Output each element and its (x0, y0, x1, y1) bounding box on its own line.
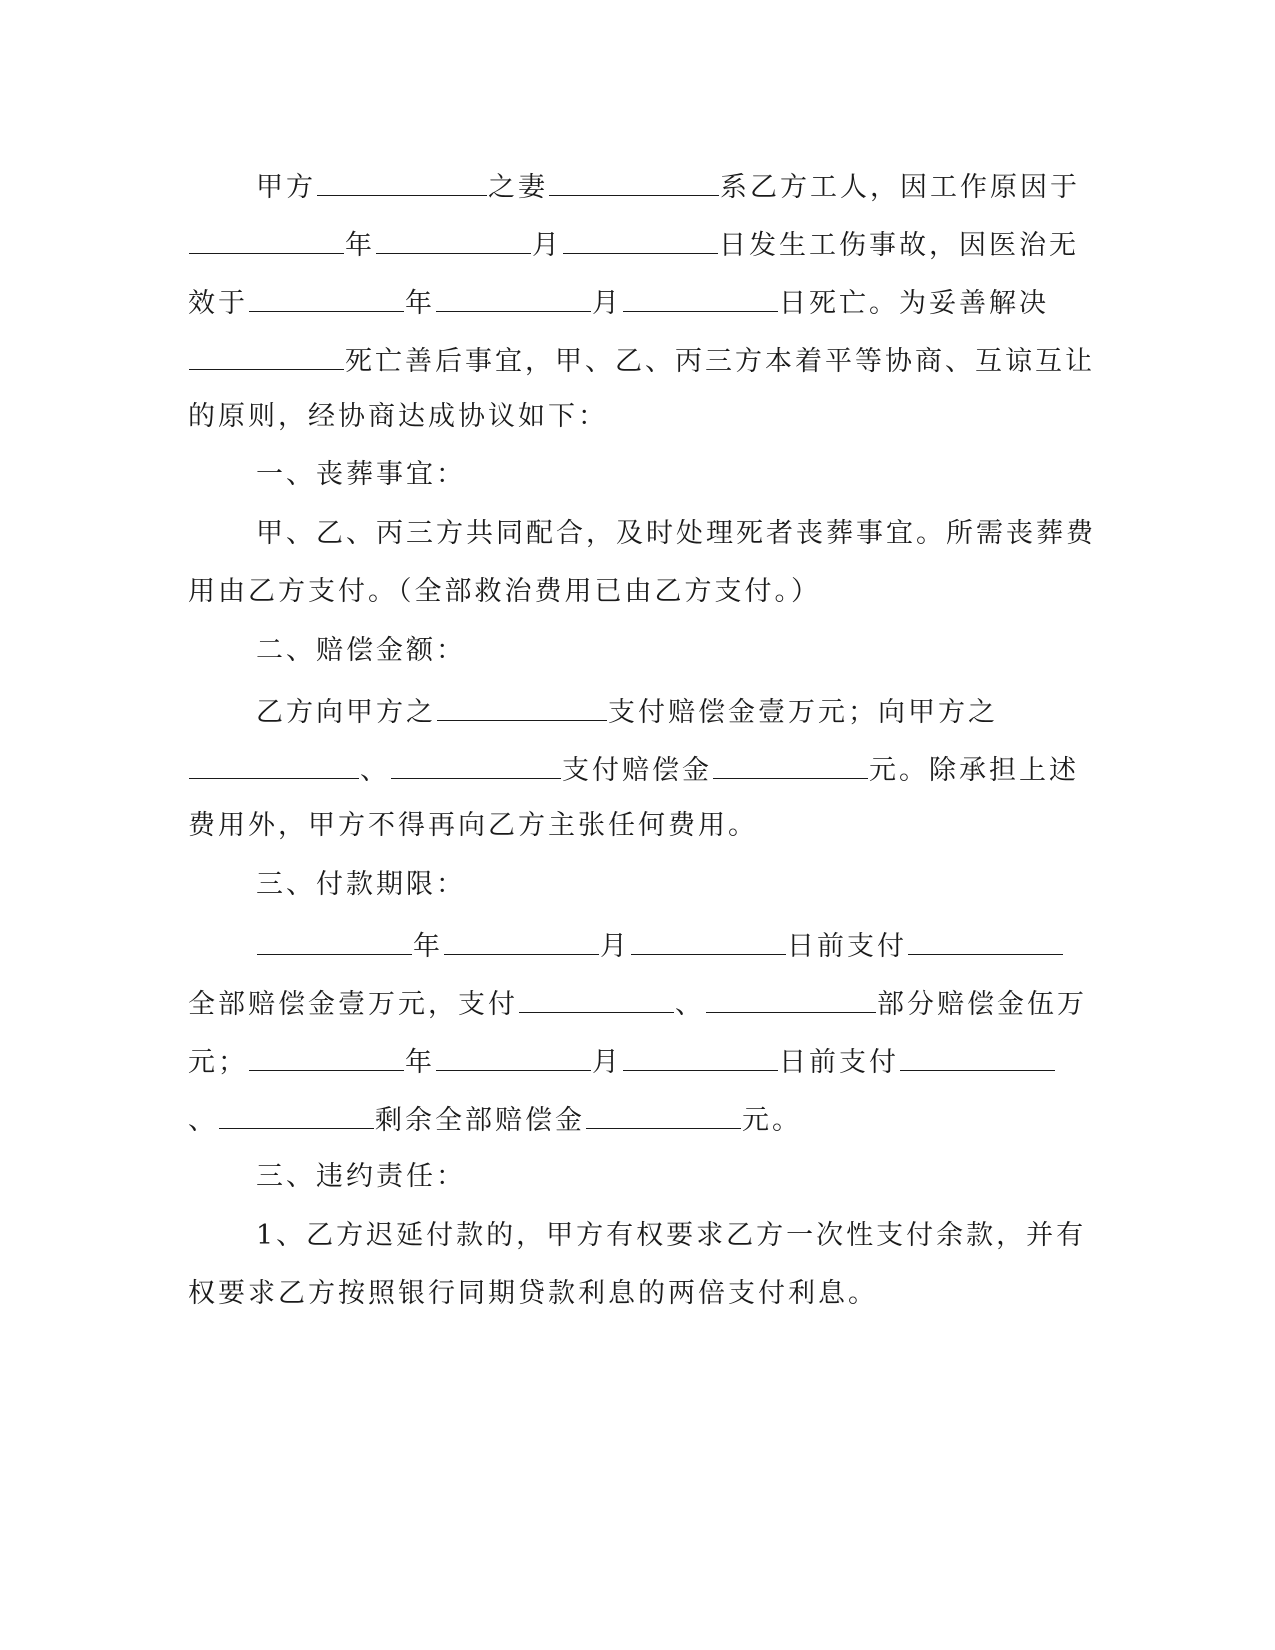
text: 年 (405, 1047, 435, 1078)
text: 月 (532, 230, 562, 261)
text: 年 (345, 230, 375, 261)
text: 、 (188, 1105, 218, 1136)
blank-field[interactable] (444, 924, 599, 955)
compensation-line-1 (188, 690, 998, 730)
compensation-line-3 (188, 806, 758, 846)
section-heading-payment-term (188, 865, 466, 905)
payment-line-4 (188, 1098, 802, 1138)
payment-line-2 (188, 982, 1087, 1022)
blank-field[interactable] (317, 165, 487, 196)
text: 死亡善后事宜，甲、乙、丙三方本着平等协商、互谅互让 (345, 346, 1095, 377)
text: 日死亡。为妥善解决 (779, 288, 1049, 319)
section-heading-funeral (188, 455, 466, 495)
funeral-line-1 (188, 514, 1096, 554)
text: 月 (592, 1047, 622, 1078)
text: 的原则，经协商达成协议如下： (188, 401, 608, 432)
text: 元； (188, 1047, 248, 1078)
blank-field[interactable] (249, 281, 404, 312)
blank-field[interactable] (189, 223, 344, 254)
text: 之妻 (488, 172, 548, 203)
compensation-line-2 (188, 748, 1079, 788)
text: 、 (675, 989, 705, 1020)
section-heading-breach (188, 1157, 466, 1197)
intro-line-5 (188, 397, 608, 437)
blank-field[interactable] (189, 339, 344, 370)
breach-line-1 (188, 1216, 1086, 1256)
intro-line-3 (188, 281, 1049, 321)
heading-text: 一、丧葬事宜： (256, 459, 466, 490)
blank-field[interactable] (249, 1040, 404, 1071)
intro-line-4 (188, 339, 1095, 379)
heading-text: 二、赔偿金额： (256, 635, 466, 666)
text: 系乙方工人，因工作原因于 (720, 172, 1080, 203)
text: 支付赔偿金 (562, 755, 712, 786)
text: 部分赔偿金伍万 (877, 989, 1087, 1020)
text: 月 (592, 288, 622, 319)
blank-field[interactable] (219, 1098, 374, 1129)
text: 费用外，甲方不得再向乙方主张任何费用。 (188, 810, 758, 841)
blank-field[interactable] (519, 982, 674, 1013)
text: 元。除承担上述 (869, 755, 1079, 786)
blank-field[interactable] (586, 1098, 741, 1129)
text: 、 (360, 755, 390, 786)
blank-field[interactable] (623, 281, 778, 312)
text: 剩余全部赔偿金 (375, 1105, 585, 1136)
text: 乙方向甲方之 (256, 697, 436, 728)
text: 全部赔偿金壹万元，支付 (188, 989, 518, 1020)
blank-field[interactable] (563, 223, 718, 254)
intro-line-2 (188, 223, 1079, 263)
text: 日发生工伤事故，因医治无 (719, 230, 1079, 261)
blank-field[interactable] (391, 748, 561, 779)
blank-field[interactable] (908, 924, 1063, 955)
text: 1、乙方迟延付款的，甲方有权要求乙方一次性支付余款，并有 (256, 1220, 1087, 1251)
blank-field[interactable] (713, 748, 868, 779)
intro-line-1 (188, 165, 1080, 205)
text: 日前支付 (787, 931, 907, 962)
text: 年 (413, 931, 443, 962)
blank-field[interactable] (376, 223, 531, 254)
text: 权要求乙方按照银行同期贷款利息的两倍支付利息。 (188, 1278, 878, 1309)
blank-field[interactable] (437, 690, 607, 721)
blank-field[interactable] (436, 281, 591, 312)
blank-field[interactable] (257, 924, 412, 955)
payment-line-1 (188, 924, 1064, 964)
blank-field[interactable] (623, 1040, 778, 1071)
blank-field[interactable] (631, 924, 786, 955)
blank-field[interactable] (189, 748, 359, 779)
text: 甲方 (256, 172, 316, 203)
blank-field[interactable] (900, 1040, 1055, 1071)
section-heading-compensation (188, 631, 466, 671)
text: 日前支付 (779, 1047, 899, 1078)
blank-field[interactable] (706, 982, 876, 1013)
text: 甲、乙、丙三方共同配合，及时处理死者丧葬事宜。所需丧葬费 (256, 518, 1096, 549)
text: 月 (600, 931, 630, 962)
blank-field[interactable] (436, 1040, 591, 1071)
payment-line-3 (188, 1040, 1056, 1080)
blank-field[interactable] (549, 165, 719, 196)
text: 元。 (742, 1105, 802, 1136)
text: 效于 (188, 288, 248, 319)
breach-line-2 (188, 1274, 878, 1314)
text: 用由乙方支付。（全部救治费用已由乙方支付。） (188, 576, 821, 607)
funeral-line-2 (188, 572, 821, 612)
heading-text: 三、违约责任： (256, 1161, 466, 1192)
text: 支付赔偿金壹万元；向甲方之 (608, 697, 998, 728)
heading-text: 三、付款期限： (256, 869, 466, 900)
text: 年 (405, 288, 435, 319)
